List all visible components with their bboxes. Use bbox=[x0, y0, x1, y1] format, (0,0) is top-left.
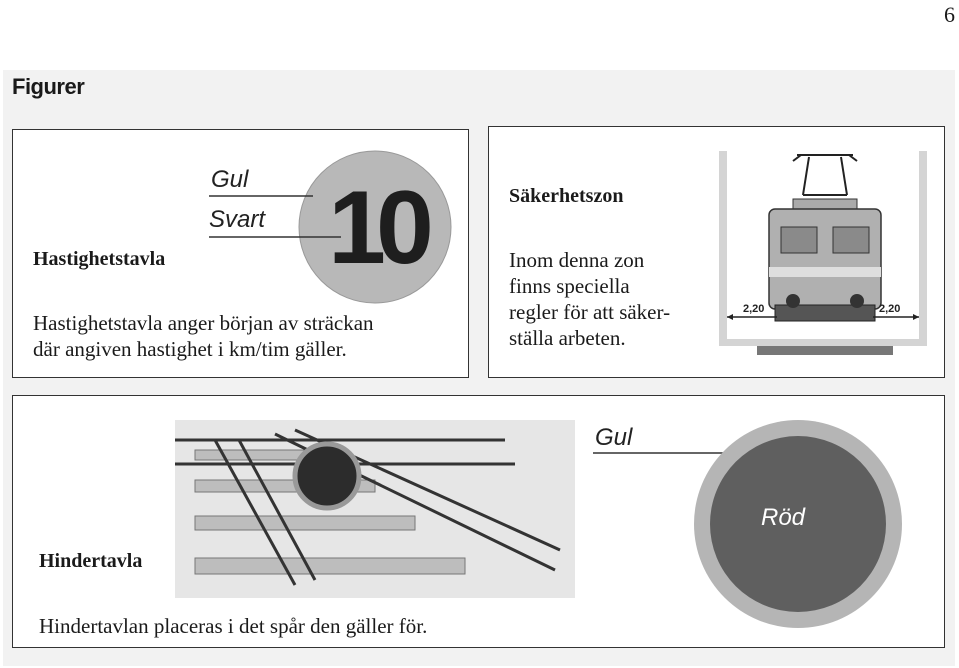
locomotive-buffer-beam bbox=[775, 305, 875, 321]
speed-sign-black-label: Svart bbox=[209, 206, 266, 233]
obstacle-sign-red-label: Röd bbox=[761, 504, 806, 531]
locomotive-buffer-right bbox=[850, 294, 864, 308]
locomotive-window-left bbox=[781, 227, 817, 253]
locomotive-buffer-left bbox=[786, 294, 800, 308]
distance-label-right: 2,20 bbox=[879, 303, 901, 315]
safety-zone-title: Säkerhetszon bbox=[509, 185, 624, 207]
speed-sign-title: Hastighetstavla bbox=[33, 248, 166, 270]
obstacle-sign-panel bbox=[12, 395, 945, 648]
locomotive-illustration bbox=[719, 127, 939, 357]
locomotive-window-right bbox=[833, 227, 869, 253]
safety-zone-description-line: Inom denna zon bbox=[509, 248, 645, 272]
obstacle-sign-yellow-label: Gul bbox=[595, 424, 633, 451]
speed-sign-description-line: där angiven hastighet i km/tim gäller. bbox=[33, 337, 347, 361]
safety-zone-left-boundary bbox=[719, 151, 727, 346]
section-heading: Figurer bbox=[12, 74, 85, 99]
speed-sign-yellow-label: Gul bbox=[211, 166, 249, 193]
safety-zone-description-line: finns speciella bbox=[509, 274, 630, 298]
obstacle-sign-title: Hindertavla bbox=[39, 550, 143, 572]
dimension-arrow-left bbox=[727, 314, 733, 320]
safety-zone-description-line: regler för att säker- bbox=[509, 300, 671, 324]
speed-sign-value: 10 bbox=[328, 170, 424, 286]
pantograph bbox=[793, 155, 857, 195]
safety-zone-bottom-boundary bbox=[719, 339, 927, 346]
locomotive-stripe bbox=[769, 267, 881, 277]
obstacle-sign-description: Hindertavlan placeras i det spår den gäller för. bbox=[39, 614, 428, 638]
locomotive-roof bbox=[793, 199, 857, 209]
track-obstacle-illustration bbox=[175, 420, 575, 598]
track-ballast bbox=[757, 346, 893, 355]
safety-zone-panel bbox=[488, 126, 945, 378]
speed-sign-panel bbox=[12, 129, 469, 378]
page-number: 6 bbox=[944, 2, 955, 27]
dimension-arrow-right bbox=[913, 314, 919, 320]
distance-label-left: 2,20 bbox=[743, 303, 765, 315]
safety-zone-description bbox=[509, 247, 670, 351]
obstacle-sign-on-track bbox=[295, 444, 359, 508]
speed-sign-description bbox=[33, 310, 374, 362]
speed-sign-description-line: Hastighetstavla anger början av sträckan bbox=[33, 311, 374, 335]
safety-zone-right-boundary bbox=[919, 151, 927, 346]
safety-zone-description-line: ställa arbeten. bbox=[509, 326, 626, 350]
locomotive-body bbox=[769, 209, 881, 309]
